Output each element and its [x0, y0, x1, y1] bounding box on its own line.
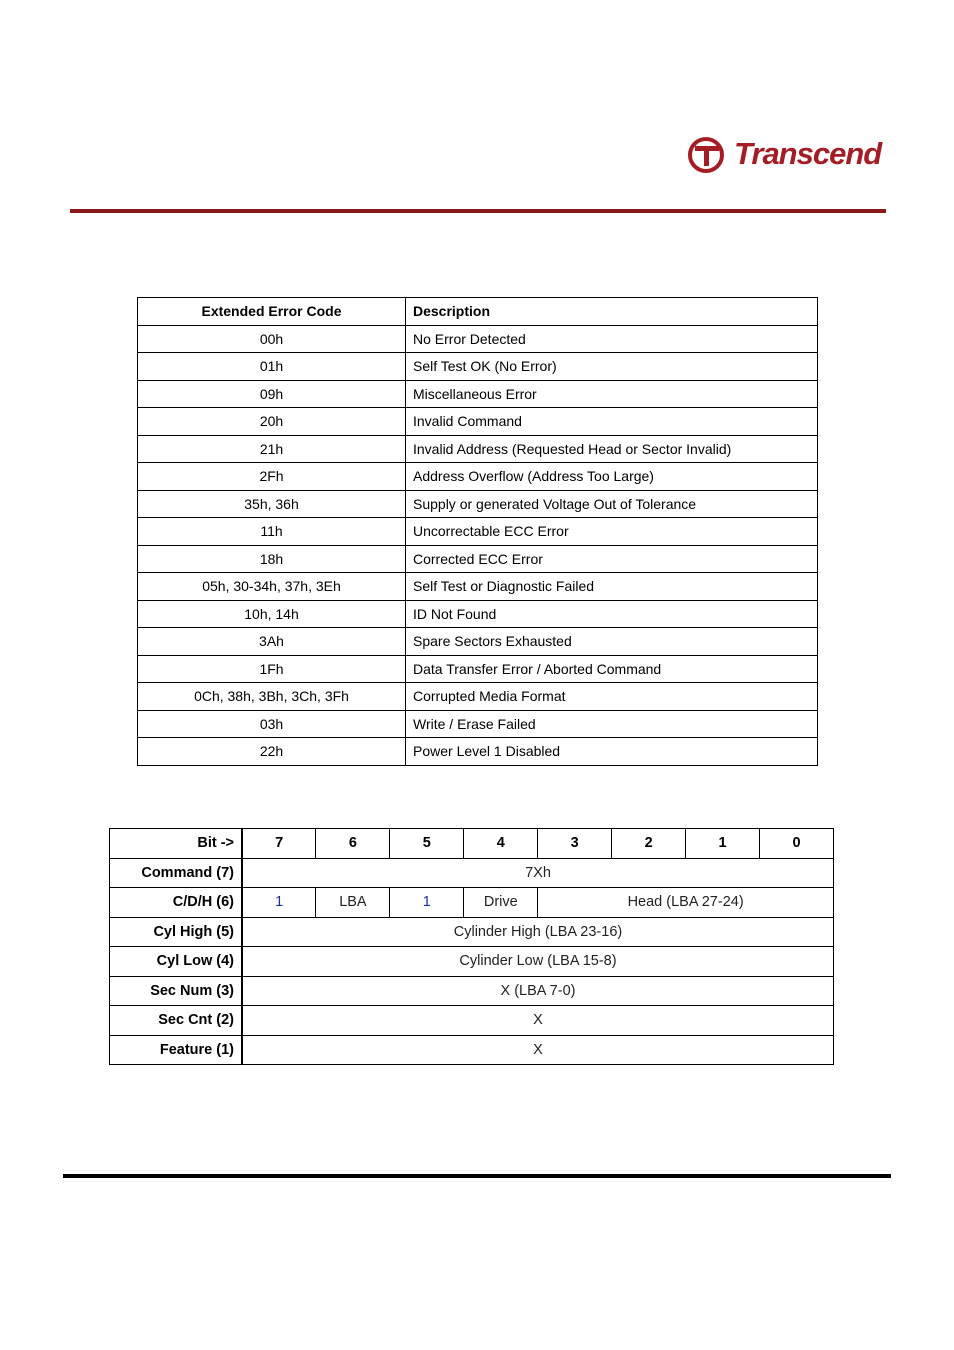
error-description-cell: Address Overflow (Address Too Large) [406, 463, 818, 491]
table-row [138, 628, 818, 656]
table-row [138, 738, 818, 766]
row-label: Cyl High (5) [110, 917, 243, 947]
table-row [138, 380, 818, 408]
sec-cnt-row [110, 1006, 834, 1036]
cyl-low-row [110, 947, 834, 977]
table-row [138, 435, 818, 463]
transcend-logo [686, 134, 886, 178]
bit-header-row [110, 829, 834, 859]
table-row [138, 683, 818, 711]
error-description-cell: ID Not Found [406, 600, 818, 628]
cdh-row [110, 888, 834, 918]
bit-0: 0 [760, 829, 834, 859]
bit-1: 1 [686, 829, 760, 859]
error-code-cell: 10h, 14h [138, 600, 406, 628]
error-description-cell: No Error Detected [406, 325, 818, 353]
error-description-cell: Uncorrectable ECC Error [406, 518, 818, 546]
error-code-cell: 09h [138, 380, 406, 408]
command-row [110, 858, 834, 888]
error-description-cell: Self Test or Diagnostic Failed [406, 573, 818, 601]
table-row [138, 353, 818, 381]
feature-row [110, 1035, 834, 1065]
error-code-cell: 1Fh [138, 655, 406, 683]
table-row [138, 463, 818, 491]
row-label: Sec Num (3) [110, 976, 243, 1006]
table-row [138, 573, 818, 601]
table-row [138, 710, 818, 738]
cdh-bit-7: 1 [242, 888, 316, 918]
register-table [109, 828, 834, 1065]
feature-value: X [242, 1035, 834, 1065]
table-row [138, 655, 818, 683]
error-code-cell: 03h [138, 710, 406, 738]
error-description-cell: Supply or generated Voltage Out of Tolerance [406, 490, 818, 518]
bit-6: 6 [316, 829, 390, 859]
transcend-logo-icon [686, 134, 730, 178]
error-code-cell: 35h, 36h [138, 490, 406, 518]
bit-2: 2 [612, 829, 686, 859]
cdh-bit-6: LBA [316, 888, 390, 918]
error-description-cell: Invalid Command [406, 408, 818, 436]
table-row [138, 325, 818, 353]
error-code-cell: 21h [138, 435, 406, 463]
brand-name: Transcend [734, 136, 882, 171]
table-row [138, 600, 818, 628]
error-description-cell: Invalid Address (Requested Head or Sector Invalid) [406, 435, 818, 463]
error-code-cell: 18h [138, 545, 406, 573]
error-code-cell: 05h, 30-34h, 37h, 3Eh [138, 573, 406, 601]
cdh-bit-4: Drive [464, 888, 538, 918]
bit-3: 3 [538, 829, 612, 859]
row-label: C/D/H (6) [110, 888, 243, 918]
error-description-cell: Self Test OK (No Error) [406, 353, 818, 381]
error-description-cell: Power Level 1 Disabled [406, 738, 818, 766]
error-code-cell: 11h [138, 518, 406, 546]
row-label: Bit -> [110, 829, 243, 859]
bit-7: 7 [242, 829, 316, 859]
error-description-cell: Corrected ECC Error [406, 545, 818, 573]
error-description-cell: Corrupted Media Format [406, 683, 818, 711]
error-code-cell: 22h [138, 738, 406, 766]
cyl-high-row [110, 917, 834, 947]
error-description-cell: Spare Sectors Exhausted [406, 628, 818, 656]
sec-num-row [110, 976, 834, 1006]
row-label: Command (7) [110, 858, 243, 888]
error-code-cell: 00h [138, 325, 406, 353]
table-row [138, 408, 818, 436]
error-code-cell: 0Ch, 38h, 3Bh, 3Ch, 3Fh [138, 683, 406, 711]
header-rule [70, 209, 886, 213]
bit-5: 5 [390, 829, 464, 859]
footer-rule [63, 1174, 891, 1178]
cdh-bit-5: 1 [390, 888, 464, 918]
table-row [138, 490, 818, 518]
error-description-cell: Write / Erase Failed [406, 710, 818, 738]
sec-num-value: X (LBA 7-0) [242, 976, 834, 1006]
error-description-cell: Miscellaneous Error [406, 380, 818, 408]
error-code-cell: 2Fh [138, 463, 406, 491]
cdh-head: Head (LBA 27-24) [538, 888, 834, 918]
table-header-row [138, 298, 818, 326]
sec-cnt-value: X [242, 1006, 834, 1036]
row-label: Sec Cnt (2) [110, 1006, 243, 1036]
command-value: 7Xh [242, 858, 834, 888]
table-row [138, 545, 818, 573]
column-header-code: Extended Error Code [138, 298, 406, 326]
error-code-cell: 3Ah [138, 628, 406, 656]
row-label: Cyl Low (4) [110, 947, 243, 977]
table-row [138, 518, 818, 546]
error-code-cell: 01h [138, 353, 406, 381]
error-code-cell: 20h [138, 408, 406, 436]
cyl-high-value: Cylinder High (LBA 23-16) [242, 917, 834, 947]
column-header-description: Description [406, 298, 818, 326]
bit-4: 4 [464, 829, 538, 859]
cyl-low-value: Cylinder Low (LBA 15-8) [242, 947, 834, 977]
error-description-cell: Data Transfer Error / Aborted Command [406, 655, 818, 683]
extended-error-code-table [137, 297, 818, 766]
row-label: Feature (1) [110, 1035, 243, 1065]
